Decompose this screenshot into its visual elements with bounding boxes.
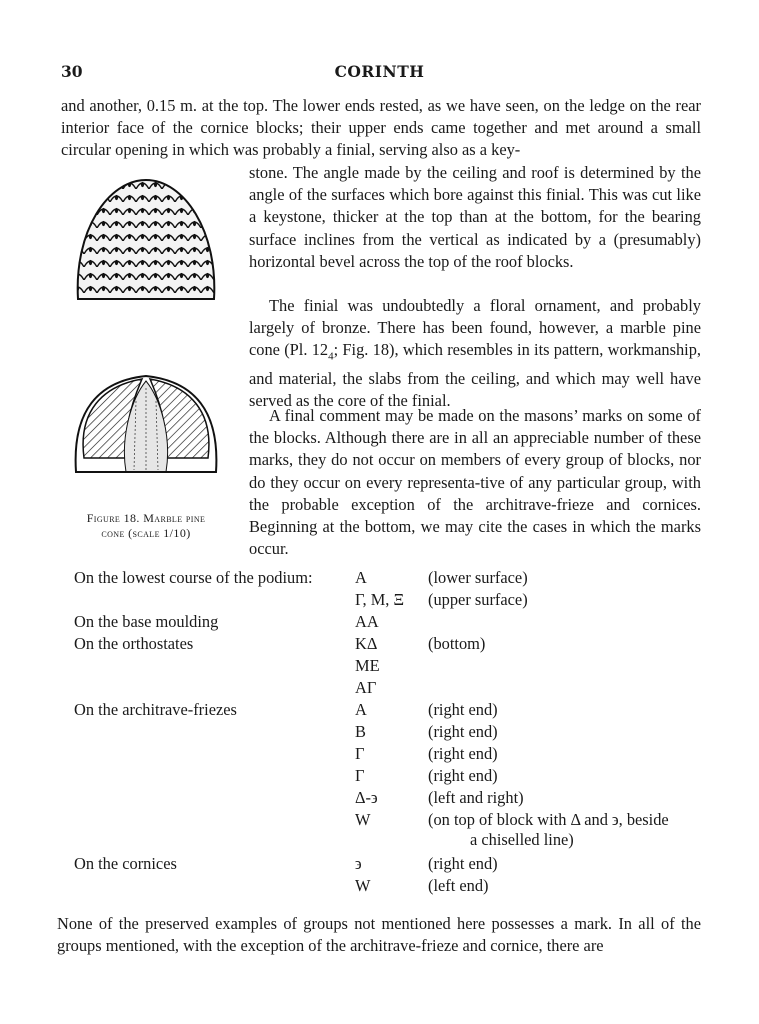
- mark-glyph: A: [355, 700, 367, 719]
- mark-location: On the cornices: [74, 854, 177, 873]
- mark-location: On the lowest course of the podium:: [74, 568, 313, 587]
- mark-note: (right end): [428, 722, 498, 741]
- mark-glyph: B: [355, 722, 366, 741]
- mark-note: (right end): [428, 766, 498, 785]
- mark-glyph: KΔ: [355, 634, 378, 653]
- plate-subscript: 4: [328, 350, 334, 363]
- paragraph-closing: None of the preserved examples of groups not mentioned here possesses a mark. In all of the groups mentioned, with the exception of the architrave-frieze and cornice, there are: [57, 914, 701, 956]
- mark-note: (bottom): [428, 634, 486, 653]
- mark-glyph: Δ-϶: [355, 788, 378, 807]
- figure-caption: [56, 511, 236, 541]
- mark-glyph: AΓ: [355, 678, 377, 697]
- mark-location: On the base moulding: [74, 612, 219, 631]
- mark-glyph: AA: [355, 612, 379, 631]
- mark-note: (left and right): [428, 788, 524, 807]
- mark-glyph: W: [355, 810, 371, 829]
- mark-note: (right end): [428, 700, 498, 719]
- mark-note: (left end): [428, 876, 489, 895]
- mark-glyph: ME: [355, 656, 380, 675]
- mark-note: (right end): [428, 744, 498, 763]
- mark-note: (on top of block with Δ and ϶, beside a chiselled line): [428, 810, 669, 849]
- pine-cone-elevation: [78, 180, 215, 299]
- caption-line-2: cone (scale 1/10): [101, 526, 191, 540]
- mark-glyph: ϶: [355, 854, 362, 873]
- mark-glyph: Γ: [355, 766, 365, 785]
- mark-location: On the architrave-friezes: [74, 700, 237, 719]
- mark-glyph: A: [355, 568, 367, 587]
- figure-18: [58, 176, 234, 498]
- paragraph-intro: and another, 0.15 m. at the top. The lower ends rested, as we have seen, on the ledge on the rear interior face of the cornice blocks; their upper ends came together and met around a small circular opening in which was probably a finial, serving also as a key-: [61, 96, 701, 160]
- running-title: CORINTH: [334, 62, 425, 81]
- paragraph-intro-cont: stone. The angle made by the ceiling and roof is determined by the angle of the surfaces which bore against this finial. This was cut like a keystone, thicker at the top than at the bottom, for the bearing surface inclines from the vertical as indicated by a (presumably) horizontal bevel across the top of the roof blocks.: [249, 163, 701, 271]
- caption-line-1: Figure 18. Marble pine: [86, 511, 206, 525]
- mark-glyph: W: [355, 876, 371, 895]
- paragraph-finial: The finial was undoubtedly a floral ornament, and probably largely of bronze. There has been found, however, a marble pine cone (Pl. $12_4$; Fig. 18), which resembles in its pattern, workmanship, and material, the slabs from the ceiling, and which may well have served as the core of the finial.: [249, 296, 701, 411]
- pine-cone-section: [76, 376, 217, 472]
- mark-note: (lower surface): [428, 568, 528, 587]
- mark-glyph: Γ: [355, 744, 365, 763]
- mark-location: On the orthostates: [74, 634, 194, 653]
- mark-note: (right end): [428, 854, 498, 873]
- page-number: 30: [61, 62, 83, 81]
- mark-glyph: Γ, M, Ξ: [355, 590, 405, 609]
- mark-note: (upper surface): [428, 590, 528, 609]
- pine-cone-illustration: [58, 176, 234, 498]
- paragraph-masons-marks: A final comment may be made on the masons’ marks on some of the blocks. Although there are in all an appreciable number of these marks, they do not occur on members of every group of blocks, nor do they occur on every representa-tive of any particular group, with the probable exception of the architrave-frieze and cornices. Beginning at the bottom, we may cite the cases in which the marks occur.: [249, 406, 701, 559]
